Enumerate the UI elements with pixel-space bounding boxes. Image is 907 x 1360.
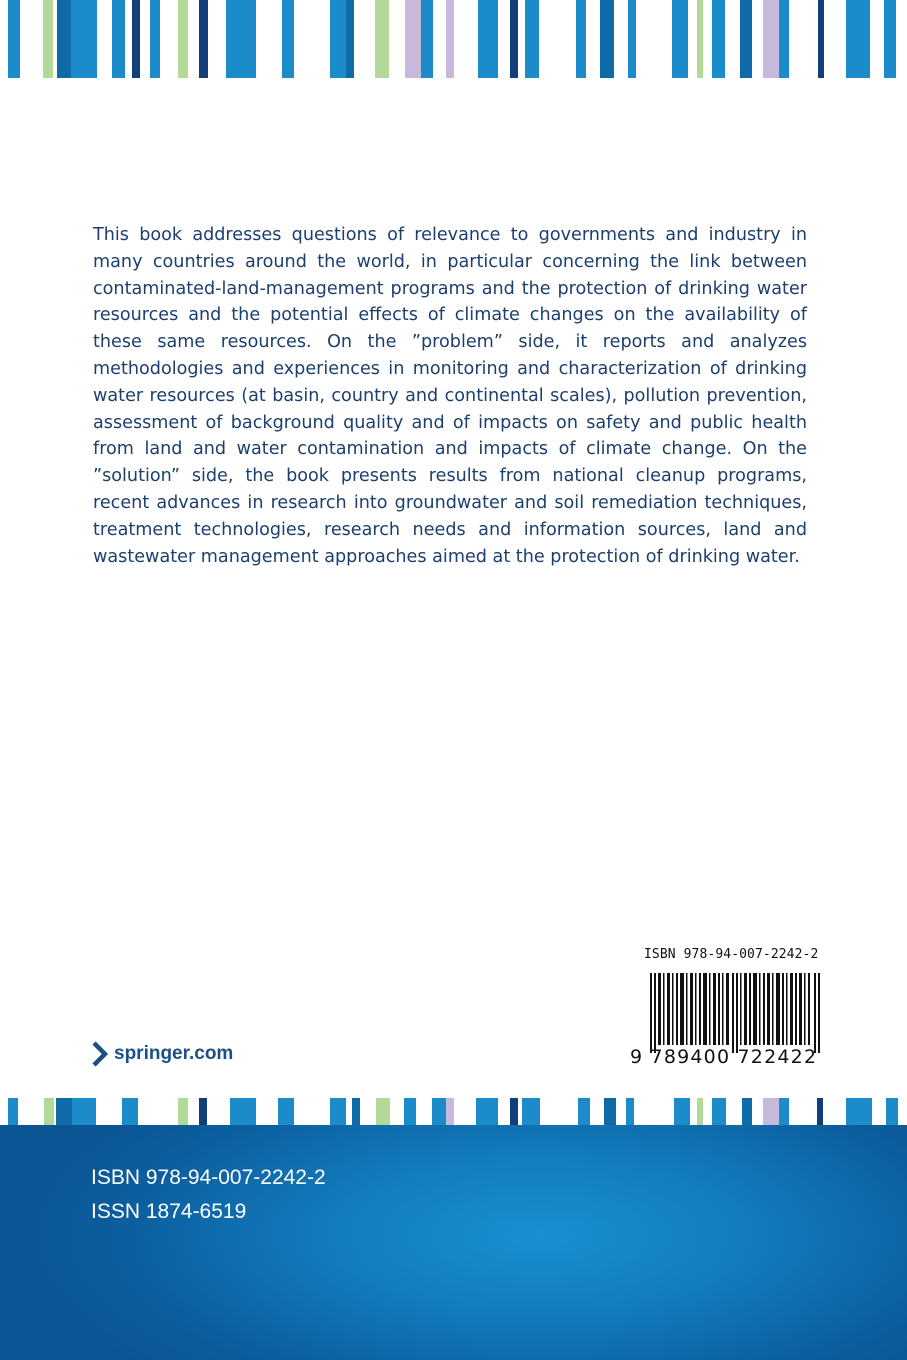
top-decorative-stripe bbox=[0, 0, 907, 78]
barcode-digits: 9 789400 722422 bbox=[630, 1046, 818, 1068]
publisher-website: springer.com bbox=[114, 1043, 234, 1064]
bottom-blue-band bbox=[0, 1125, 907, 1360]
book-description: This book addresses questions of relevance to governments and industry in many countries around the world, in particular concerning the link between contaminated-land-management programs and the protection of drinking water resources and the potential effects of climate changes on the availability of these same resources. On the ”problem” side, it reports and analyzes methodologies and experiences in monitoring and characterization of drinking water resources (at basin, country and continental scales), pollution prevention, assessment of background quality and of impacts on safety and public health from land and water contamination and impacts of climate change. On the ”solution” side, the book presents results from national cleanup programs, recent advances in research into groundwater and soil remediation techniques, treatment technologies, research needs and information sources, land and wastewater management approaches aimed at the protection of drinking water. bbox=[93, 225, 807, 567]
bottom-decorative-stripe bbox=[0, 1098, 907, 1125]
issn-number: ISSN 1874-6519 bbox=[91, 1200, 247, 1223]
identifiers bbox=[91, 1161, 326, 1229]
barcode-isbn-label: ISBN 978-94-007-2242-2 bbox=[644, 947, 819, 962]
chevron-right-icon bbox=[92, 1041, 108, 1067]
publisher-link[interactable] bbox=[92, 1040, 233, 1068]
isbn-number: ISBN 978-94-007-2242-2 bbox=[91, 1166, 326, 1189]
isbn-barcode bbox=[650, 973, 820, 1053]
